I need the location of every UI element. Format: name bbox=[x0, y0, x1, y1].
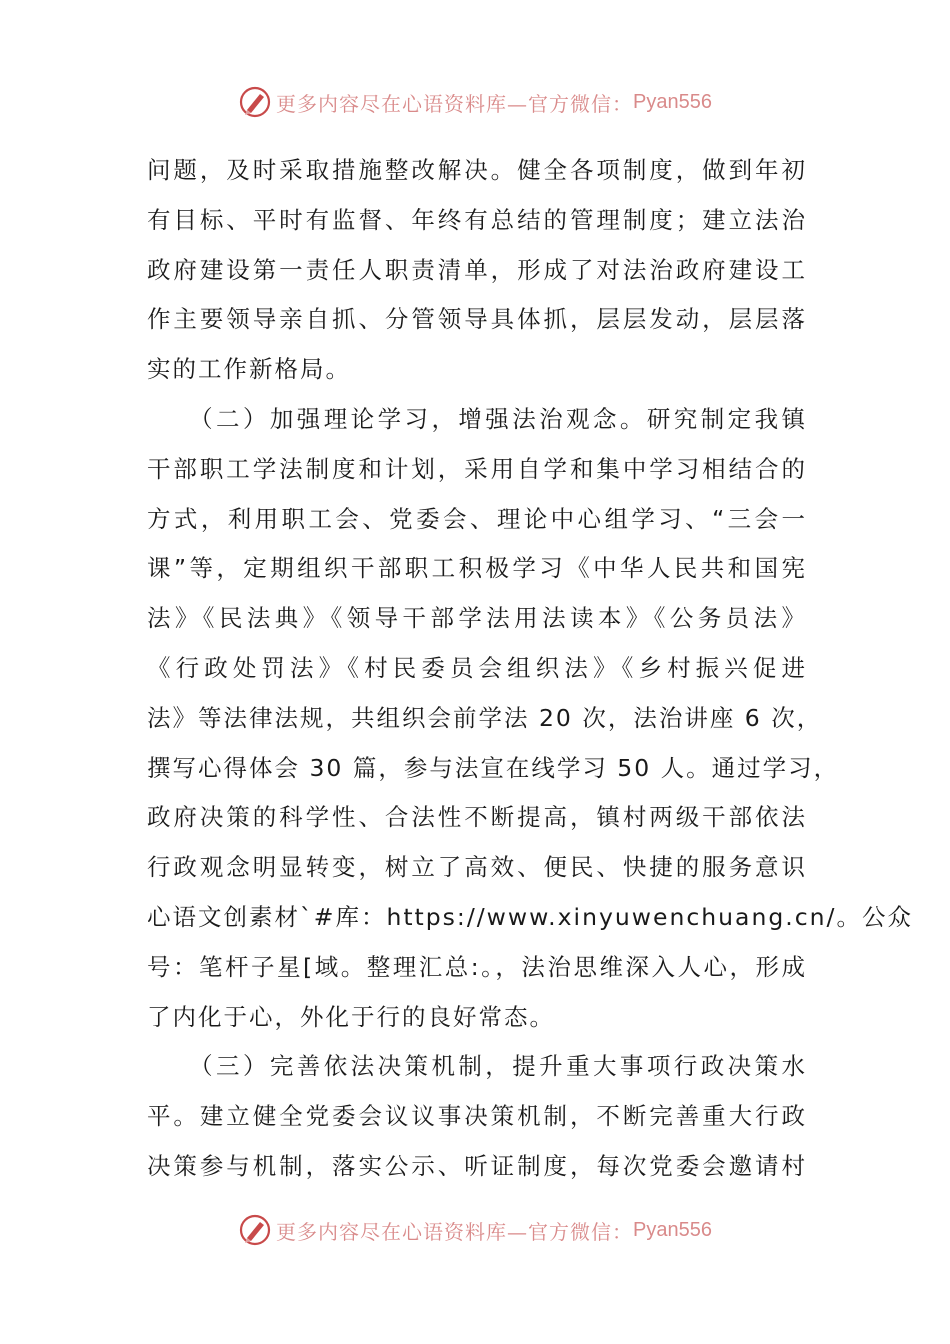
header-banner bbox=[0, 82, 950, 122]
body-line: 干部职工学法制度和计划，采用自学和集中学习相结合的 bbox=[147, 454, 807, 483]
body-line: 行政观念明显转变，树立了高效、便民、快捷的服务意识 bbox=[147, 853, 807, 882]
body-line: 撰写心得体会 30 篇，参与法宣在线学习 50 人。通过学习， bbox=[147, 753, 840, 782]
body-line: 决策参与机制，落实公示、听证制度，每次党委会邀请村 bbox=[147, 1151, 807, 1180]
header-wechat-id: Pyan556 bbox=[633, 90, 712, 113]
footer-banner bbox=[0, 1210, 950, 1250]
pen-circle-logo-icon bbox=[238, 85, 272, 119]
footer-wechat-id: Pyan556 bbox=[633, 1218, 712, 1241]
pen-circle-logo-icon bbox=[238, 1213, 272, 1247]
body-line: 课”等，定期组织干部职工积极学习《中华人民共和国宪 bbox=[147, 554, 807, 583]
body-line: 《行政处罚法》《村民委员会组织法》《乡村振兴促进 bbox=[147, 653, 807, 682]
footer-text: 更多内容尽在心语资料库—官方微信： bbox=[276, 1219, 634, 1244]
document-body bbox=[147, 146, 913, 1192]
header-text: 更多内容尽在心语资料库—官方微信： bbox=[276, 91, 634, 116]
body-line: 方式，利用职工会、党委会、理论中心组学习、“三会一 bbox=[147, 504, 807, 533]
body-line: 作主要领导亲自抓、分管领导具体抓，层层发动，层层落 bbox=[147, 305, 807, 334]
body-line: 法》等法律法规，共组织会前学法 20 次，法治讲座 6 次， bbox=[147, 703, 823, 732]
body-line: 平。建立健全党委会议议事决策机制，不断完善重大行政 bbox=[147, 1102, 807, 1131]
body-line: 问题，及时采取措施整改解决。健全各项制度，做到年初 bbox=[147, 156, 807, 184]
body-line: 实的工作新格局。 bbox=[147, 355, 351, 384]
body-line: 法》《民法典》《领导干部学法用法读本》《公务员法》 bbox=[147, 604, 807, 633]
body-line: 有目标、平时有监督、年终有总结的管理制度；建立法治 bbox=[147, 205, 807, 234]
body-line: 了内化于心，外化于行的良好常态。 bbox=[147, 1002, 555, 1031]
body-line: 心语文创素材`#库：https://www.xinyuwenchuang.cn/。公众 bbox=[147, 902, 913, 931]
body-line: （二）加强理论学习，增强法治观念。研究制定我镇 bbox=[147, 404, 807, 433]
body-line: （三）完善依法决策机制，提升重大事项行政决策水 bbox=[147, 1052, 807, 1081]
body-line: 政府决策的科学性、合法性不断提高，镇村两级干部依法 bbox=[147, 803, 807, 832]
body-line: 政府建设第一责任人职责清单，形成了对法治政府建设工 bbox=[147, 255, 807, 284]
body-line: 号：笔杆子星[域。整理汇总:。，法治思维深入人心，形成 bbox=[147, 952, 807, 981]
